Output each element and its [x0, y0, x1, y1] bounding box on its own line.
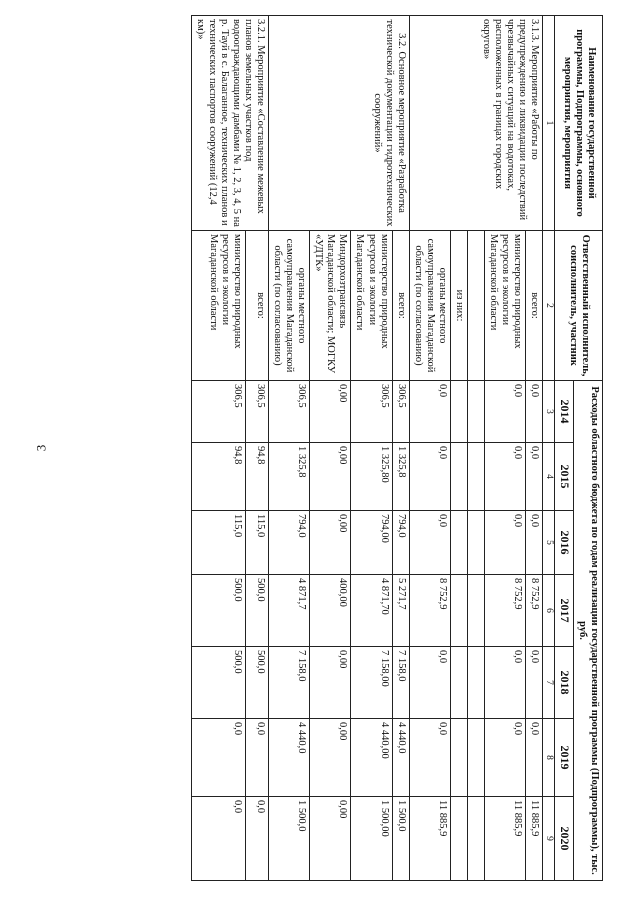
value-cell: 4 440,0: [392, 719, 409, 797]
value-cell: 8 752,9: [409, 575, 450, 647]
table-row: [392, 16, 409, 881]
value-cell: 11 885,9: [409, 797, 450, 881]
year-header: 2020: [555, 797, 574, 881]
value-cell: 0,0: [246, 719, 269, 797]
value-cell: 4 871,7: [269, 575, 310, 647]
value-cell: 115,0: [191, 511, 246, 575]
activity-name: 3.1.3. Мероприятие «Работы по предупреждению и ликвидации последствий чрезвычайных ситуаций на водотоках, расположенных в границах городских округов»: [409, 16, 543, 231]
value-cell: 0,00: [310, 511, 351, 575]
value-cell: 0,0: [526, 511, 543, 575]
value-cell: 306,5: [191, 381, 246, 443]
value-cell: 4 440,00: [351, 719, 392, 797]
value-cell: 1 500,0: [392, 797, 409, 881]
responsible-cell: всего:: [392, 231, 409, 381]
responsible-cell: всего:: [246, 231, 269, 381]
responsible-cell: органы местного самоуправления Магаданской области (по согласованию): [269, 231, 310, 381]
responsible-cell: Миндорхозтрансвязь Магаданской области; МОГКУ «УДТК»: [310, 231, 351, 381]
value-cell: 0,0: [409, 443, 450, 511]
value-cell: 0,0: [526, 647, 543, 719]
column-index: 9: [543, 797, 555, 881]
value-cell: 0,0: [246, 797, 269, 881]
value-cell: 500,0: [246, 647, 269, 719]
value-cell: 0,0: [484, 511, 525, 575]
activity-name: 3.2.1. Мероприятие «Составление межевых планов земельных участков под водоограждающими дамбами № 1, 2, 3, 4, 5 на р. Тауй в с. Балаганное, технических планов и технических паспортов сооружений (12,4 км)»: [191, 16, 268, 231]
value-cell: 11 885,9: [526, 797, 543, 881]
value-cell: 500,0: [246, 575, 269, 647]
table-row: [246, 16, 269, 881]
value-cell: 0,00: [310, 797, 351, 881]
responsible-cell: органы местного самоуправления Магаданской области (по согласованию): [409, 231, 450, 381]
value-cell: 1 500,00: [351, 797, 392, 881]
value-cell: 0,0: [191, 719, 246, 797]
value-cell: 11 885,9: [484, 797, 525, 881]
value-cell: 306,5: [351, 381, 392, 443]
value-cell: 0,0: [409, 511, 450, 575]
year-header: 2015: [555, 443, 574, 511]
column-index: 3: [543, 381, 555, 443]
value-cell: 794,0: [392, 511, 409, 575]
value-cell: 7 158,0: [392, 647, 409, 719]
year-header: 2014: [555, 381, 574, 443]
value-cell: 0,0: [484, 443, 525, 511]
responsible-cell: министерство природных ресурсов и экологии Магаданской области: [351, 231, 392, 381]
value-cell: 0,00: [310, 647, 351, 719]
column-index-row: [543, 16, 555, 881]
value-cell: 1 500,0: [269, 797, 310, 881]
value-cell: 5 271,7: [392, 575, 409, 647]
value-cell: 0,0: [409, 381, 450, 443]
responsible-cell: из них:: [450, 231, 467, 381]
value-cell: 0,0: [409, 647, 450, 719]
header-responsible: Ответственный исполнитель, соисполнитель, участник: [555, 231, 603, 381]
rotated-table-container: [93, 15, 603, 880]
value-cell: 0,0: [409, 719, 450, 797]
value-cell: 1 325,8: [269, 443, 310, 511]
value-cell: 0,00: [310, 381, 351, 443]
value-cell: 0,0: [484, 647, 525, 719]
value-cell: 500,0: [191, 647, 246, 719]
value-cell: 94,8: [246, 443, 269, 511]
value-cell: 306,5: [392, 381, 409, 443]
year-header: 2018: [555, 647, 574, 719]
value-cell: 0,0: [526, 443, 543, 511]
column-index: 4: [543, 443, 555, 511]
value-cell: 0,0: [484, 719, 525, 797]
value-cell: 4 440,0: [269, 719, 310, 797]
year-header: 2016: [555, 511, 574, 575]
value-cell: 4 871,70: [351, 575, 392, 647]
header-expenses: Расходы областного бюджета по годам реализации государственной программы (Подпрограммы), тыс. руб.: [573, 381, 602, 881]
column-index: 1: [543, 16, 555, 231]
value-cell: 1 325,80: [351, 443, 392, 511]
value-cell: 0,00: [310, 719, 351, 797]
activity-name: 3.2. Основное мероприятие «Разработка технической документации гидротехнических сооружений»: [269, 16, 410, 231]
page-number: 3: [33, 444, 49, 452]
table-row: [526, 16, 543, 881]
value-cell: 7 158,00: [351, 647, 392, 719]
value-cell: 1 325,8: [392, 443, 409, 511]
value-cell: 500,0: [191, 575, 246, 647]
value-cell: 115,0: [246, 511, 269, 575]
value-cell: 0,0: [526, 719, 543, 797]
column-index: 2: [543, 231, 555, 381]
column-index: 5: [543, 511, 555, 575]
value-cell: 7 158,0: [269, 647, 310, 719]
year-header: 2017: [555, 575, 574, 647]
year-header: 2019: [555, 719, 574, 797]
value-cell: 794,0: [269, 511, 310, 575]
column-index: 8: [543, 719, 555, 797]
value-cell: 306,5: [246, 381, 269, 443]
header-name: Наименование государственной программы, Подпрограммы, основного мероприятия, мероприятия: [555, 16, 603, 231]
responsible-cell: министерство природных ресурсов и экологии Магаданской области: [191, 231, 246, 381]
value-cell: 94,8: [191, 443, 246, 511]
value-cell: 8 752,9: [484, 575, 525, 647]
value-cell: 8 752,9: [526, 575, 543, 647]
responsible-cell: министерство природных ресурсов и экологии Магаданской области: [484, 231, 525, 381]
budget-table: [191, 15, 603, 881]
responsible-cell: всего:: [526, 231, 543, 381]
value-cell: 0,0: [191, 797, 246, 881]
value-cell: 306,5: [269, 381, 310, 443]
value-cell: 400,00: [310, 575, 351, 647]
column-index: 7: [543, 647, 555, 719]
value-cell: 0,0: [484, 381, 525, 443]
column-index: 6: [543, 575, 555, 647]
value-cell: 0,00: [310, 443, 351, 511]
value-cell: 794,00: [351, 511, 392, 575]
value-cell: 0,0: [526, 381, 543, 443]
